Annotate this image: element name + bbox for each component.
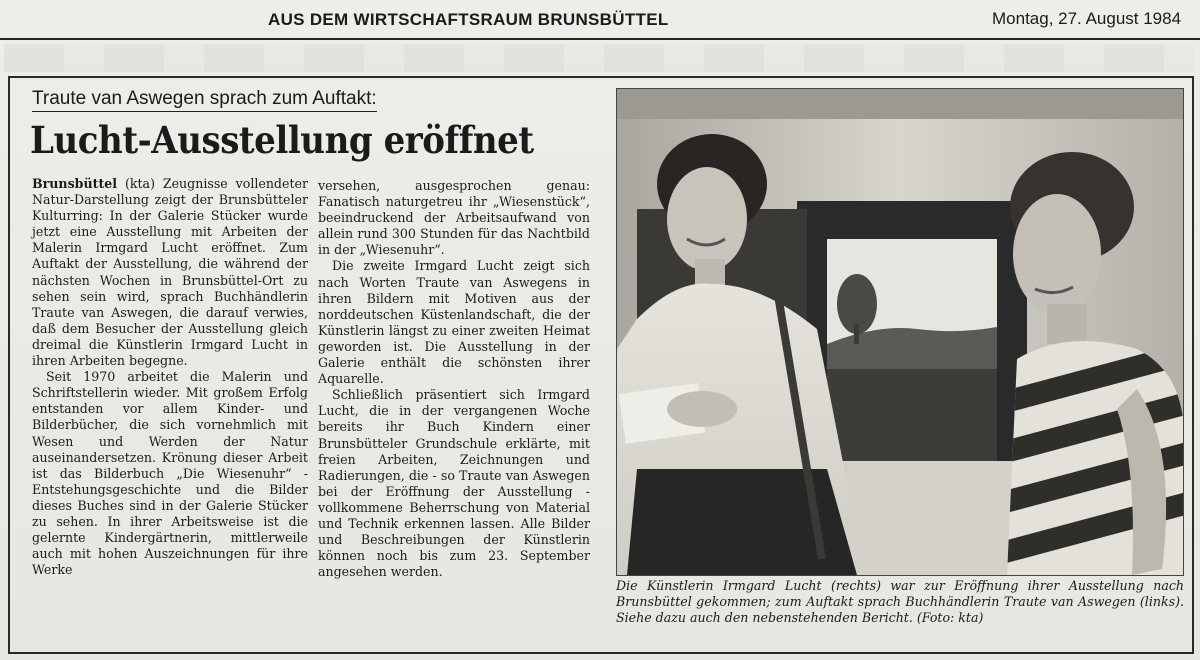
issue-date: Montag, 27. August 1984 (992, 9, 1182, 28)
article-kicker: Traute van Aswegen sprach zum Auftakt: (32, 88, 377, 112)
section-title: AUS DEM WIRTSCHAFTSRAUM BRUNSBÜTTEL (268, 10, 669, 29)
paragraph (32, 176, 308, 369)
paragraph: Seit 1970 arbeitet die Malerin und Schriftstellerin wieder. Mit großem Erfolg entstanden vor allem Kinder- und Bilderbücher, die sich vornehmlich mit Wesen und Werden der Natur auseinandersetzen. Krönung dieser Arbeit ist das Bilderbuch „Die Wiesenuhr“ - Entstehungsgeschichte und die Bilder dieses Buches sind in der Galerie Stücker zu sehen. In ihrer Arbeitsweise ist die gelernte Kindergärtnerin, mittlerweile auch mit hohen Auszeichnungen für ihre Werke (32, 369, 308, 578)
masthead-rule (0, 38, 1200, 40)
article-photo (616, 88, 1184, 576)
masthead (0, 0, 1200, 40)
bleed-through-strip (4, 44, 1194, 72)
article-box (8, 76, 1194, 654)
paragraph: Die zweite Irmgard Lucht zeigt sich nach Worten Traute van Aswegens in ihren Bildern mit Motiven aus der norddeutschen Küstenlandschaft, die der Künstlerin längst zu einer zweiten Heimat geworden ist. Die Ausstellung in der Galerie enthält die schönsten ihrer Aquarelle. (318, 258, 590, 387)
paragraph-text: (kta) Zeugnisse vollendeter Natur-Darstellung zeigt der Brunsbütteler Kulturring: In der Galerie Stücker wurde jetzt eine Ausstellung mit Arbeiten der Malerin Irmgard Lucht eröffnet. Zum Auftakt der Ausstellung, die während der nächsten Wochen in Brunsbüttel-Ort zu sehen sein wird, sprach Buchhändlerin Traute van Aswegen, die darauf verwies, daß dem Besucher der Ausstellung gleich dreimal die Künstlerin Irmgard Lucht in ihren Arbeiten begegne. (32, 176, 308, 369)
article-column-1 (32, 176, 308, 578)
photo-illustration (617, 89, 1183, 575)
paragraph: versehen, ausgesprochen genau: Fanatisch naturgetreu ihr „Wiesenstück“, beeindruckend der Arbeitsaufwand von allein rund 300 Stunden für das Nachtbild in der „Wiesenuhr“. (318, 178, 590, 258)
article-column-2 (318, 178, 590, 580)
article-headline: Lucht-Ausstellung eröffnet (30, 118, 534, 162)
paragraph: Schließlich präsentiert sich Irmgard Lucht, die in der vergangenen Woche bereits ihr Buch Kindern einer Brunsbütteler Grundschule erklärte, mit freien Arbeiten, Zeichnungen und Radierungen, die - so Traute van Aswegen bei der Eröffnung der Ausstellung - vollkommene Beherrschung von Material und Technik erkennen lassen. Alle Bilder und Beschreibungen der Künstlerin können noch bis zum 23. September angesehen werden. (318, 387, 590, 580)
photo-caption: Die Künstlerin Irmgard Lucht (rechts) war zur Eröffnung ihrer Ausstellung nach Brunsbüttel gekommen; zum Auftakt sprach Buchhändlerin Traute van Aswegen (links). Siehe dazu auch den nebenstehenden Bericht. (Foto: kta) (616, 578, 1184, 625)
dateline: Brunsbüttel (32, 176, 118, 191)
